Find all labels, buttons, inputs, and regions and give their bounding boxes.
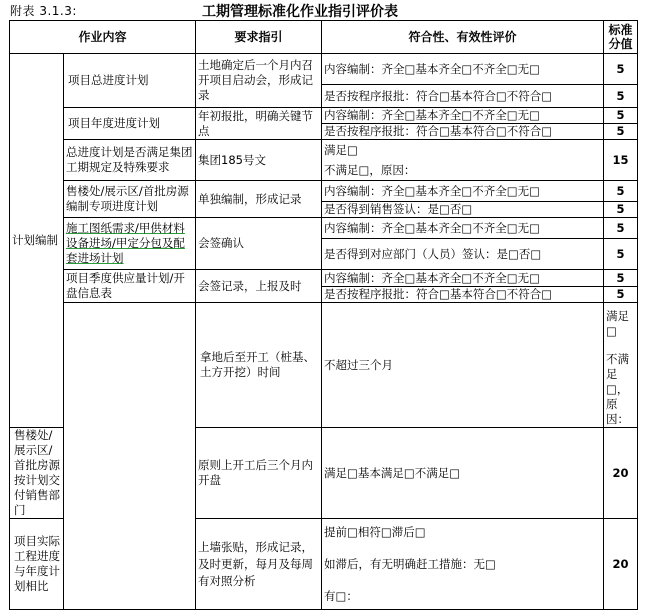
- item-evaluation: 是否按程序报批：符合□基本符合□不符合□: [322, 124, 604, 140]
- table-row: [10, 270, 638, 287]
- item-evaluation: [604, 303, 638, 428]
- page-header: [0, 0, 647, 20]
- item-requirement: 原则上开工后三个月内开盘: [196, 428, 322, 519]
- item-content: 项目季度供应量计划/开盘信息表: [64, 270, 196, 303]
- item-score: 5: [604, 85, 638, 108]
- item-evaluation: 内容编制：齐全□基本齐全□不齐全□无□: [322, 218, 604, 239]
- eval-line: 有□：: [324, 589, 358, 603]
- item-content: 项目总进度计划: [64, 54, 196, 108]
- item-score: 20: [604, 519, 638, 610]
- table-row: [10, 181, 638, 202]
- item-requirement: 年初报批，明确关键节点: [196, 108, 322, 140]
- item-evaluation: 满足□基本满足□不满足□: [322, 428, 604, 519]
- item-evaluation: 内容编制：齐全□基本齐全□不齐全□无□: [322, 181, 604, 202]
- item-requirement: 会签确认: [196, 218, 322, 270]
- item-evaluation: 是否按程序报批：符合□基本符合□不符合□: [322, 287, 604, 303]
- item-content: 拿地后至开工（桩基、土方开挖）时间: [196, 303, 322, 428]
- item-requirement: 单独编制，形成记录: [196, 181, 322, 218]
- header-row: [10, 21, 638, 54]
- appendix-label: 附表 3.1.3:: [10, 4, 77, 18]
- column-header-score: 标准分值: [604, 21, 638, 54]
- item-evaluation: 是否按程序报批：符合□基本符合□不符合□: [322, 85, 604, 108]
- item-requirement: 会签记录，上报及时: [196, 270, 322, 303]
- category-cell: [64, 303, 196, 610]
- item-content: 项目年度进度计划: [64, 108, 196, 140]
- eval-line: 满足□: [606, 309, 630, 338]
- item-evaluation: 是否得到对应部门（人员）签认：是□否□: [322, 239, 604, 270]
- table-row: [10, 140, 638, 181]
- table-row: [10, 218, 638, 239]
- column-header-evaluation: 符合性、有效性评价: [322, 21, 604, 54]
- item-score: 5: [604, 218, 638, 239]
- item-content: 总进度计划是否满足集团工期规定及特殊要求: [64, 140, 196, 181]
- item-score: 5: [604, 54, 638, 85]
- eval-line: 提前□相符□滞后□: [324, 525, 426, 539]
- item-requirement: 集团185号文: [196, 140, 322, 181]
- table-row: [10, 108, 638, 124]
- item-requirement: 不超过三个月: [322, 303, 604, 428]
- item-score: 5: [604, 202, 638, 218]
- item-score: 5: [604, 124, 638, 140]
- item-evaluation: 是否得到销售签认：是□否□: [322, 202, 604, 218]
- item-evaluation: 内容编制：齐全□基本齐全□不齐全□无□: [322, 270, 604, 287]
- item-content: 施工图纸需求/甲供材料设备进场/甲定分包及配套进场计划: [64, 218, 196, 270]
- column-header-content: 作业内容: [10, 21, 196, 54]
- item-requirement: 上墙张贴，形成记录，及时更新，每月及每周有对照分析: [196, 519, 322, 610]
- table-row: [10, 303, 638, 428]
- item-score: 15: [604, 140, 638, 181]
- column-header-requirement: 要求指引: [196, 21, 322, 54]
- item-score: 5: [604, 181, 638, 202]
- item-score: 20: [604, 428, 638, 519]
- table-title: 工期管理标准化作业指引评价表: [202, 4, 398, 20]
- item-content: 售楼处/展示区/首批房源按计划交付销售部门: [10, 428, 64, 519]
- item-content: 售楼处/展示区/首批房源编制专项进度计划: [64, 181, 196, 218]
- eval-line: 如滞后，有无明确赶工措施：无□: [324, 557, 496, 571]
- item-score: 5: [604, 239, 638, 270]
- item-score: 5: [604, 287, 638, 303]
- item-evaluation: 满足□ 不满足□，原因：: [322, 140, 604, 181]
- eval-line: 不满足□，原因：: [606, 352, 630, 426]
- item-evaluation: 内容编制：齐全□基本齐全□不齐全□无□: [322, 108, 604, 124]
- category-cell: 计划编制: [10, 54, 64, 428]
- item-score: 5: [604, 270, 638, 287]
- evaluation-table: [9, 20, 638, 610]
- item-evaluation: 内容编制：齐全□基本齐全□不齐全□无□: [322, 54, 604, 85]
- item-score: 5: [604, 108, 638, 124]
- table-row: [10, 54, 638, 85]
- item-evaluation: [322, 519, 604, 610]
- item-requirement: 土地确定后一个月内召开项目启动会，形成记录: [196, 54, 322, 108]
- item-content: 项目实际工程进度与年度计划相比: [10, 519, 64, 610]
